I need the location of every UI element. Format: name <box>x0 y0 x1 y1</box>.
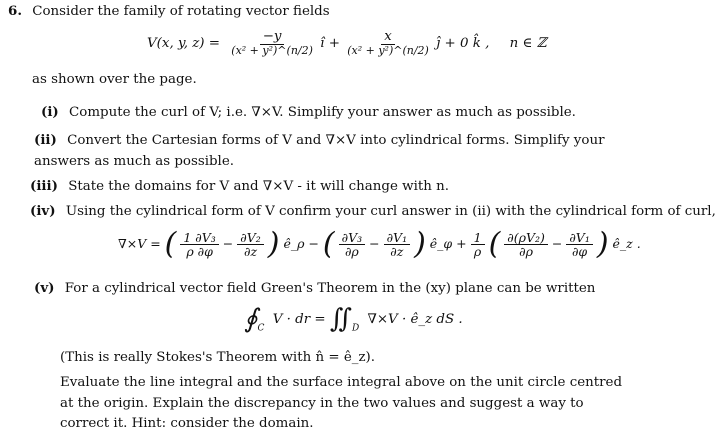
part-ii-label: (ii) <box>34 132 57 148</box>
part-iii-label: (iii) <box>30 178 58 194</box>
field-domain: n ∈ ℤ <box>509 35 547 51</box>
part-v-label: (v) <box>34 280 55 296</box>
part-iv <box>30 203 716 219</box>
part-ii <box>34 130 634 172</box>
green-rhs: ∇×V · ê_z dS . <box>367 311 463 327</box>
contour-sub: C <box>257 323 265 334</box>
part-i-label: (i) <box>41 104 59 120</box>
curl-frac-h: $\frac{\text{∂V₁}}{\partial\varphi}$ <box>566 231 593 258</box>
curl-frac-a: $\frac{\text{1 ∂V₃}}{\rho \partial\varphi}$ <box>180 231 218 258</box>
curl-frac-f: $\frac{1}{\rho}$ <box>471 231 485 258</box>
field-equation <box>147 30 546 57</box>
evaluate-text: Evaluate the line integral and the surface integral above on the unit circle centred at the origin. Explain the discrepancy in the two values and suggest a way to correct it. Hint: consider the domain. <box>60 375 623 431</box>
as-shown-text: as shown over the page. <box>32 72 197 87</box>
field-term1: $\frac{-y}{\text{(x² + y²)\textasciicircum{}(n/2)}}$ <box>231 29 313 58</box>
field-term1-unit: î + <box>320 35 340 51</box>
green-equation <box>244 304 463 334</box>
green-lhs: V · dr = <box>272 311 326 327</box>
curl-e-phi: ê_φ + <box>429 236 467 252</box>
curl-e-z: ê_z . <box>612 236 641 252</box>
part-v <box>34 280 595 296</box>
part-v-text: For a cylindrical vector field Green's Theorem in the (xy) plane can be written <box>64 281 596 296</box>
field-lhs: V(x, y, z) = <box>147 35 221 51</box>
part-ii-text: Convert the Cartesian forms of V and ∇×V into cylindrical forms. Simplify your answers as much as possible. <box>34 133 605 169</box>
part-iv-text: Using the cylindrical form of V confirm your curl answer in (ii) with the cylindrical form of curl, <box>65 204 716 219</box>
stokes-note: (This is really Stokes's Theorem with n̂ = ê_z). <box>60 350 375 365</box>
curl-frac-g: $\frac{\text{∂(ρV₂)}}{\partial\rho}$ <box>504 231 548 258</box>
problem-intro: Consider the family of rotating vector fields <box>32 4 330 19</box>
curl-frac-c: $\frac{\text{∂V₃}}{\partial\rho}$ <box>339 231 366 258</box>
double-sub: D <box>352 323 360 334</box>
part-i <box>41 104 576 120</box>
problem-number: 6. <box>8 3 22 19</box>
curl-frac-b: $\frac{\text{∂V₂}}{\partial z}$ <box>237 231 264 258</box>
field-term2: $\frac{x}{\text{(x² + y²)\textasciicircum{}(n/2)}}$ <box>347 29 429 58</box>
curl-frac-d: $\frac{\text{∂V₁}}{\partial z}$ <box>384 231 411 258</box>
double-integral-symbol: ∬ <box>329 304 352 334</box>
part-iv-label: (iv) <box>30 203 56 219</box>
problem-header <box>8 3 330 19</box>
curl-equation: ∇×V = ( $\frac{\text{1 ∂V₃}}{\rho \partial\varphi}$ − $\frac{\text{∂V₂}}{\partial z}$ ) ê_ρ − ( $\frac{\text{∂V₃}}{\partial\rho}$ − $\frac{\text{∂V₁}}{\partial z}$ ) ê_φ + $\frac{1}{\rho}$ ( $\frac{\text{∂(ρV₂)}}{\partial\rho}$ − $\frac{\text{∂V₁}}{\partial\varphi}$ ) ê_z . <box>118 226 641 262</box>
curl-minus-2: − <box>369 236 380 252</box>
part-iii-text: State the domains for V and ∇×V - it will change with n. <box>68 179 450 194</box>
curl-minus-1: − <box>222 236 234 252</box>
contour-integral-symbol: ∮ <box>244 304 258 334</box>
curl-e-rho: ê_ρ − <box>283 236 319 252</box>
curl-minus-3: − <box>551 236 563 252</box>
part-i-text: Compute the curl of V; i.e. ∇×V. Simplify your answer as much as possible. <box>69 105 576 120</box>
part-iii <box>30 178 449 194</box>
curl-lhs: ∇×V = <box>118 236 161 252</box>
field-term2-unit: ĵ + 0 k̂ , <box>436 35 490 51</box>
